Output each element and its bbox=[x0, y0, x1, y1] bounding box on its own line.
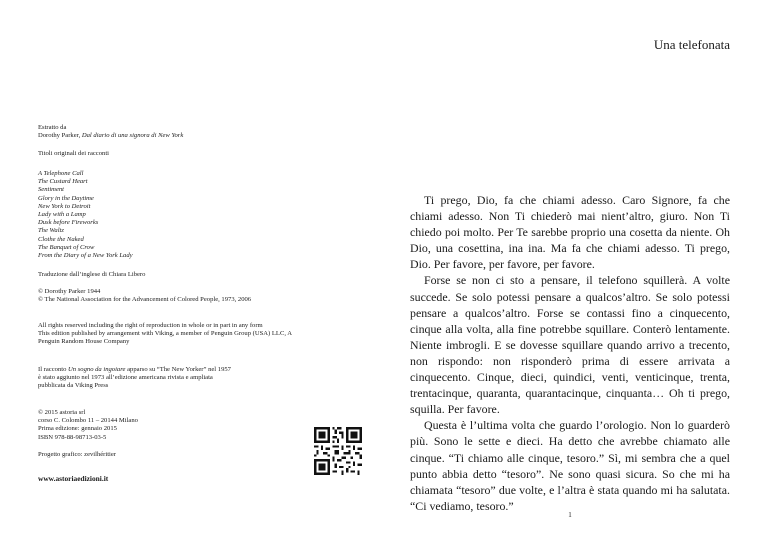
publisher-line: © 2015 astoria srl bbox=[38, 409, 86, 416]
original-titles-list bbox=[38, 170, 308, 260]
publisher-block bbox=[38, 409, 308, 442]
extract-label: Estratto da bbox=[38, 124, 67, 131]
original-title: A Telephone Call bbox=[38, 170, 84, 177]
story-body bbox=[410, 192, 730, 514]
original-title: Glory in the Daytime bbox=[38, 194, 94, 202]
original-title: The Banquet of Crow bbox=[38, 243, 95, 251]
page-number: 1 bbox=[568, 511, 572, 519]
story-title: Una telefonata bbox=[653, 37, 730, 52]
original-title: The Custard Heart bbox=[38, 178, 88, 186]
rights-block bbox=[38, 322, 308, 347]
extract-info bbox=[38, 124, 308, 140]
original-title: Sentiment bbox=[38, 186, 65, 194]
original-title: Lady with a Lamp bbox=[38, 211, 86, 219]
original-title: Dusk before Fireworks bbox=[38, 219, 99, 227]
translation-text: Traduzione dall’inglese di Chiara Libero bbox=[38, 271, 146, 278]
publisher-line: corso C. Colombo 11 – 20144 Milano bbox=[38, 417, 138, 425]
original-titles-heading-text: Titoli originali dei racconti bbox=[38, 150, 109, 157]
publisher-line: Prima edizione: gennaio 2015 bbox=[38, 425, 117, 433]
original-title: Clothe the Naked bbox=[38, 235, 84, 243]
translation-credit bbox=[38, 271, 308, 279]
story-paragraph: Forse se non ci sto a pensare, il telefono squillerà. A volte succede. Se solo potessi pensare a qualcos’altro. Se solo potessi pensare a qualcos’altro. Forse se contassi fino a cinquecento, cinque alla volta, alla fine potrebbe squillare. Conterò lentamente. Niente imbrogli. E se dovesse squillare quando arrivo a trecento, non rispondo: non risponderò prima di essere arrivata a cinquecento. Cinque, dieci, quindici, venti, venticinque, trenta, trentacinque, quaranta, quarantacinque, cinquanta… Oh ti prego, squilla. Per favore. bbox=[410, 273, 730, 417]
source-title: Un sogno da ingoiare bbox=[68, 366, 126, 373]
source-line: è stato aggiunto nel 1973 all’edizione americana rivista e ampliata bbox=[38, 374, 213, 382]
source-line: pubblicata da Viking Press bbox=[38, 382, 109, 390]
extract-author: Dorothy Parker, bbox=[38, 132, 81, 140]
publisher-line: ISBN 978-88-98713-03-5 bbox=[38, 433, 107, 441]
source-note bbox=[38, 366, 308, 391]
design-credit bbox=[38, 451, 308, 459]
rights-line: This edition published by arrangement with Viking, a member of Penguin Group (USA) LLC, A Penguin Random House Company bbox=[38, 330, 292, 346]
website-text[interactable]: www.astoriaedizioni.it bbox=[38, 474, 109, 483]
original-title: New York to Detroit bbox=[38, 202, 91, 210]
story-paragraph: Questa è l’ultima volta che guardo l’orologio. Non lo guarderò più. Sono le sette e dieci. Ha detto che avrebbe chiamato alle cinque. “Ti chiamo alle cinque, tesoro.” Sì, mi sembra che a quel punto abbia detto “tesoro”. Ne sono quasi sicura. So che mi ha chiamata “tesoro” due volte, e l’altra è stata quando mi ha salutata. “Ci vediamo, tesoro.” bbox=[410, 418, 730, 513]
source-prefix: Il racconto bbox=[38, 366, 69, 373]
source-line bbox=[38, 366, 308, 374]
copyright-line: © The National Association for the Advancement of Colored People, 1973, 2006 bbox=[38, 296, 252, 304]
original-titles-heading bbox=[38, 150, 308, 158]
design-text: Progetto grafico: zevilhéritier bbox=[38, 451, 116, 458]
rights-line: All rights reserved including the right of reproduction in whole or in part in any form bbox=[38, 322, 263, 329]
website-link[interactable] bbox=[38, 475, 308, 483]
qr-code-icon bbox=[314, 427, 362, 475]
story-paragraph: Ti prego, Dio, fa che chiami adesso. Caro Signore, fa che chiami adesso. Non Ti chiederò mai nient’altro, giuro. Non Ti chiedo poi molto. Per Te sarebbe proprio una cosetta da niente. Oh Dio, una cosettina, ina ina. Ma fa che chiami adesso. Ti prego, Dio. Per favore, per favore, per favore. bbox=[410, 193, 730, 272]
extract-source bbox=[38, 132, 308, 140]
extract-book: Dal diario di una signora di New York bbox=[81, 132, 184, 140]
original-title: The Waltz bbox=[38, 227, 64, 235]
original-title: From the Diary of a New York Lady bbox=[38, 252, 133, 260]
source-rest: apparso su “The New Yorker” nel 1957 bbox=[125, 366, 231, 373]
copyright-block bbox=[38, 288, 308, 304]
copyright-line: © Dorothy Parker 1944 bbox=[38, 288, 101, 295]
